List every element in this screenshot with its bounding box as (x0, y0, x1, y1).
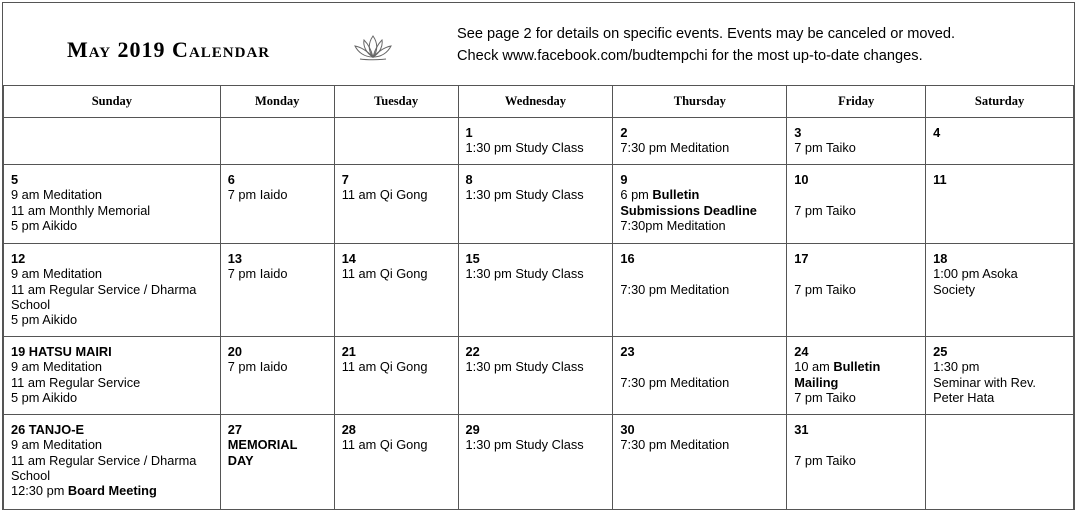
day-cell (458, 415, 613, 510)
event-line: 7:30pm Meditation (620, 217, 726, 233)
event-line: 10 am Bulletin (794, 359, 881, 375)
weekday-header: Monday (220, 86, 334, 118)
calendar-header (3, 3, 1074, 86)
event-line: Seminar with Rev. (933, 374, 1036, 390)
week-row (4, 337, 1074, 415)
day-cell (458, 165, 613, 244)
day-number: 8 (465, 172, 473, 187)
event-line: 1:00 pm Asoka (933, 266, 1018, 282)
day-number: 18 (933, 251, 948, 266)
day-number: 13 (227, 251, 242, 266)
event-line: 11 am Regular Service (11, 374, 141, 390)
day-cell (4, 165, 221, 244)
day-cell (4, 337, 221, 415)
event-line: 7:30 pm Meditation (620, 437, 730, 453)
day-number: 15 (465, 251, 480, 266)
day-number: 5 (11, 172, 19, 187)
event-line: 11 am Regular Service / Dharma (11, 452, 197, 468)
event-line: 1:30 pm Study Class (465, 437, 584, 453)
event-line: Peter Hata (933, 389, 995, 405)
day-number: 22 (465, 344, 480, 359)
day-number: 24 (794, 344, 809, 359)
event-line: Society (933, 281, 976, 297)
event-line: 11 am Qi Gong (341, 437, 428, 453)
day-cell (4, 118, 221, 165)
day-number: 23 (620, 344, 635, 359)
day-cell (4, 415, 221, 510)
event-line: 7 pm Taiko (794, 202, 856, 218)
event-line: 11 am Monthly Memorial (11, 202, 151, 218)
event-line (794, 187, 925, 202)
day-cell (926, 165, 1074, 244)
event-line: 1:30 pm Study Class (465, 266, 584, 282)
day-number: 17 (794, 251, 809, 266)
day-number: 27 (227, 422, 242, 437)
event-line: 9 am Meditation (11, 266, 103, 282)
event-line: 1:30 pm (933, 359, 980, 375)
week-row (4, 165, 1074, 244)
event-line: 9 am Meditation (11, 359, 103, 375)
weekday-header: Tuesday (334, 86, 458, 118)
day-number: 14 (341, 251, 356, 266)
notice-text (457, 23, 955, 67)
event-line: School (11, 467, 51, 483)
weekday-header: Sunday (4, 86, 221, 118)
day-number: 20 (227, 344, 242, 359)
day-number: 21 (341, 344, 356, 359)
day-number: 25 (933, 344, 948, 359)
event-line: School (11, 296, 51, 312)
weekday-header-row (4, 86, 1074, 118)
day-cell (926, 337, 1074, 415)
event-line: 7 pm Taiko (794, 452, 856, 468)
day-number: 11 (933, 172, 947, 187)
day-cell (334, 244, 458, 337)
day-number: 30 (620, 422, 635, 437)
event-line: Mailing (794, 374, 839, 390)
day-cell (613, 415, 787, 510)
day-cell (334, 337, 458, 415)
event-line (794, 437, 925, 452)
day-number: 4 (933, 125, 941, 140)
day-number: 9 (620, 172, 628, 187)
day-number: 28 (341, 422, 356, 437)
day-cell (926, 244, 1074, 337)
day-cell (334, 415, 458, 510)
event-line: 7 pm Taiko (794, 389, 856, 405)
day-cell (458, 118, 613, 165)
day-cell (458, 337, 613, 415)
weekday-header: Wednesday (458, 86, 613, 118)
day-cell (220, 337, 334, 415)
weekday-header: Friday (787, 86, 926, 118)
notice-line: See page 2 for details on specific events. Events may be canceled or moved. (457, 26, 956, 42)
day-cell (458, 244, 613, 337)
event-line: 11 am Qi Gong (341, 187, 428, 203)
event-line: 7:30 pm Meditation (620, 281, 730, 297)
event-line: 11 am Regular Service / Dharma (11, 281, 197, 297)
event-line: 7:30 pm Meditation (620, 140, 730, 156)
day-number: 29 (465, 422, 480, 437)
event-line: 5 pm Aikido (11, 217, 78, 233)
day-cell (334, 118, 458, 165)
event-line: 1:30 pm Study Class (465, 359, 584, 375)
week-row (4, 415, 1074, 510)
day-cell (926, 118, 1074, 165)
day-cell (613, 165, 787, 244)
event-line: 7 pm Iaido (227, 359, 288, 375)
event-line: 5 pm Aikido (11, 312, 78, 328)
page-title: May 2019 Calendar (67, 37, 271, 62)
event-line (794, 266, 925, 281)
day-cell (220, 244, 334, 337)
event-line: MEMORIAL (227, 437, 298, 453)
day-cell (220, 118, 334, 165)
day-number: 19 HATSU MAIRI (11, 344, 112, 359)
weekday-header: Thursday (613, 86, 787, 118)
day-cell (787, 165, 926, 244)
event-line: 7 pm Taiko (794, 140, 856, 156)
event-line: 11 am Qi Gong (341, 266, 428, 282)
event-line: 5 pm Aikido (11, 389, 78, 405)
notice-line: Check www.facebook.com/budtempchi for the most up-to-date changes. (457, 48, 923, 64)
day-cell (220, 165, 334, 244)
week-row (4, 244, 1074, 337)
event-line (620, 266, 786, 281)
calendar-grid (3, 85, 1074, 510)
day-number: 31 (794, 422, 809, 437)
day-number: 26 TANJO-E (11, 422, 85, 437)
event-line: 9 am Meditation (11, 187, 103, 203)
day-cell (220, 415, 334, 510)
event-line: DAY (227, 452, 254, 468)
day-number: 10 (794, 172, 809, 187)
day-cell (787, 415, 926, 510)
event-line (620, 359, 786, 374)
day-cell (613, 337, 787, 415)
event-line: 7 pm Iaido (227, 266, 288, 282)
weekday-header: Saturday (926, 86, 1074, 118)
event-line: 7:30 pm Meditation (620, 374, 730, 390)
day-cell (787, 244, 926, 337)
day-cell (613, 118, 787, 165)
day-cell (334, 165, 458, 244)
lotus-icon (352, 33, 394, 63)
event-line: 1:30 pm Study Class (465, 187, 584, 203)
day-number: 1 (465, 125, 473, 140)
event-line: 6 pm Bulletin (620, 187, 700, 203)
event-line: 9 am Meditation (11, 437, 103, 453)
day-number: 16 (620, 251, 635, 266)
day-number: 6 (227, 172, 235, 187)
day-cell (613, 244, 787, 337)
day-cell (4, 244, 221, 337)
day-cell (787, 337, 926, 415)
day-number: 2 (620, 125, 628, 140)
week-row (4, 118, 1074, 165)
calendar-frame (2, 2, 1075, 510)
event-line: 7 pm Iaido (227, 187, 288, 203)
day-number: 12 (11, 251, 26, 266)
event-line: 1:30 pm Study Class (465, 140, 584, 156)
event-line: 12:30 pm Board Meeting (11, 483, 157, 499)
day-number: 7 (341, 172, 349, 187)
event-line: Submissions Deadline (620, 202, 757, 218)
event-line: 7 pm Taiko (794, 281, 856, 297)
event-line: 11 am Qi Gong (341, 359, 428, 375)
day-cell (926, 415, 1074, 510)
day-number: 3 (794, 125, 802, 140)
day-cell (787, 118, 926, 165)
